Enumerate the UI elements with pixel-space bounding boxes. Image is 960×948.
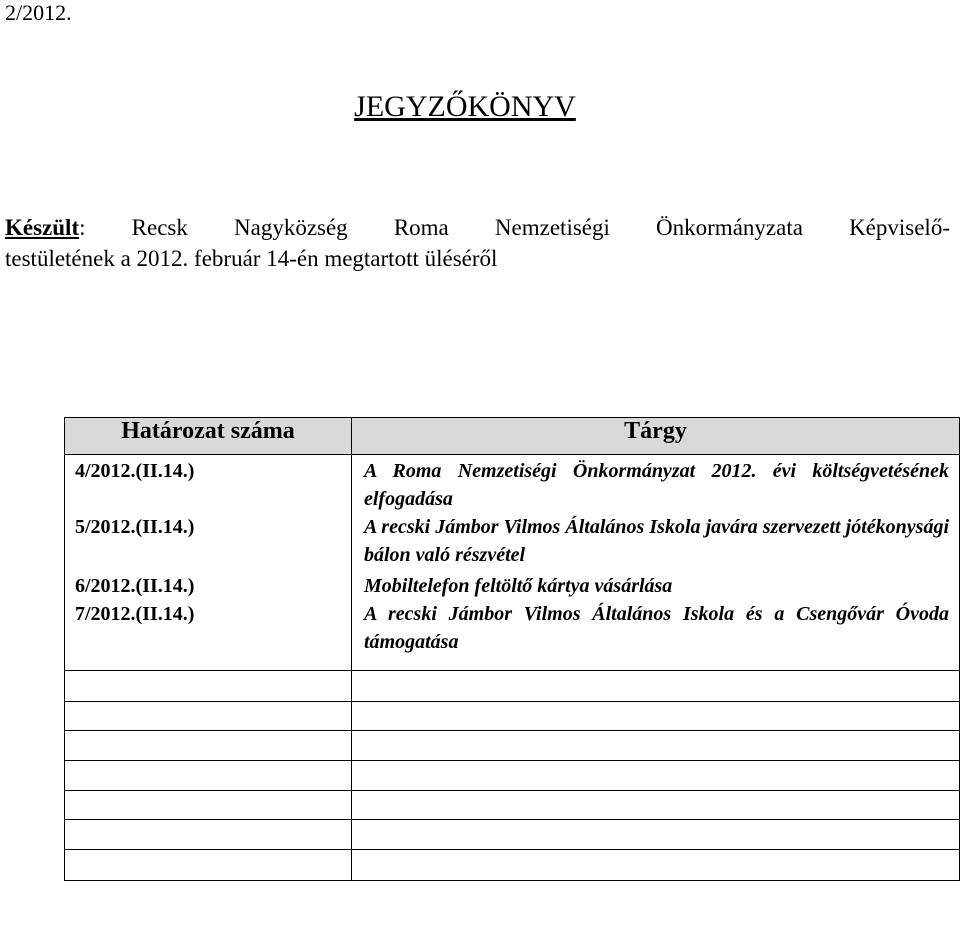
empty-row (65, 791, 960, 820)
empty-row (65, 820, 960, 850)
made-label: Készült (5, 215, 80, 240)
empty-cell (352, 702, 960, 731)
made-word: Képviselő- (849, 215, 950, 240)
empty-cell (352, 820, 960, 850)
made-word: Nagyközség (234, 215, 348, 240)
table-row (65, 455, 960, 514)
empty-cell (65, 850, 352, 881)
made-colon: : (79, 215, 86, 240)
made-line-2: testületének a 2012. február 14-én megtartott üléséről (5, 246, 498, 271)
empty-row (65, 671, 960, 702)
made-word: Nemzetiségi (494, 215, 610, 240)
made-paragraph (5, 212, 950, 274)
empty-cell (352, 761, 960, 791)
empty-row (65, 850, 960, 881)
document-title: JEGYZŐKÖNYV (354, 90, 576, 123)
empty-cell (65, 761, 352, 791)
made-word: Önkormányzata (656, 215, 803, 240)
table-row (65, 572, 960, 600)
empty-cell (352, 850, 960, 881)
resolution-number: 6/2012.(II.14.) (65, 572, 352, 600)
made-word: Roma (393, 215, 449, 240)
empty-cell (352, 731, 960, 761)
empty-row (65, 702, 960, 731)
empty-cell (65, 671, 352, 702)
document-number: 2/2012. (5, 0, 72, 25)
empty-cell (65, 702, 352, 731)
resolution-number: 4/2012.(II.14.) (65, 455, 352, 514)
header-subject: Tárgy (352, 418, 960, 455)
empty-cell (352, 791, 960, 820)
made-label-group (5, 212, 86, 243)
empty-cell (65, 820, 352, 850)
empty-cell (352, 671, 960, 702)
empty-cell (65, 731, 352, 761)
made-line-1 (5, 212, 950, 243)
empty-row (65, 731, 960, 761)
table-row (65, 600, 960, 671)
resolutions-table (64, 417, 960, 881)
header-resolution-number: Határozat száma (65, 418, 352, 455)
resolution-number: 7/2012.(II.14.) (65, 600, 352, 671)
made-word: Recsk (131, 215, 188, 240)
resolution-subject: Mobiltelefon feltöltő kártya vásárlása (352, 572, 960, 600)
table-header-row (65, 418, 960, 455)
empty-cell (65, 791, 352, 820)
resolution-subject: A recski Jámbor Vilmos Általános Iskola javára szervezett jótékonysági bálon való részvétel (352, 513, 960, 572)
resolution-number: 5/2012.(II.14.) (65, 513, 352, 572)
empty-row (65, 761, 960, 791)
resolution-subject: A recski Jámbor Vilmos Általános Iskola és a Csengővár Óvoda támogatása (352, 600, 960, 671)
table-row (65, 513, 960, 572)
resolution-subject: A Roma Nemzetiségi Önkormányzat 2012. évi költségvetésének elfogadása (352, 455, 960, 514)
